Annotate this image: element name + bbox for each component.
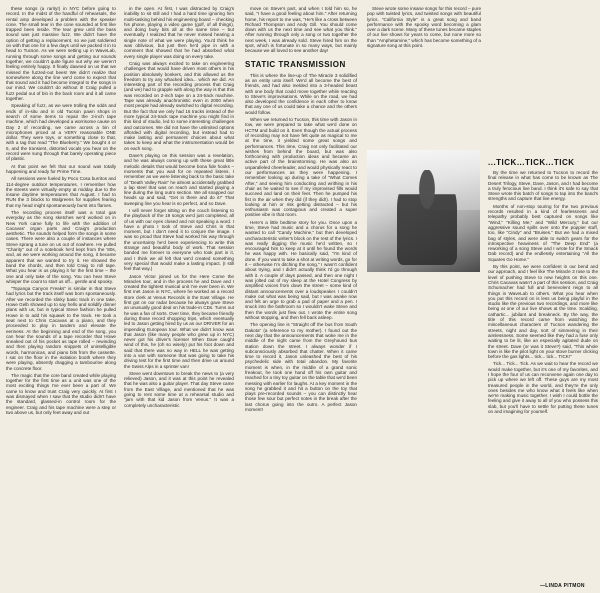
band-photo <box>367 150 480 272</box>
paragraph: Steve wrote some insane songs for this record – pure pop with twisted lyrics, and twisted songs with beautiful lyrics. "California Style" is a great song and band performance with the spooky word becoming a glam over a dark scene. Many of these tunes became staples of our live shows for years to come, but none more so than "Amphetamine," which has become something of a signature song at this point. <box>367 6 481 49</box>
section-heading-static-transmission: STATIC TRANSMISSION <box>245 59 346 69</box>
paragraph: Months of non-stop touring for the two previous records resulted in a kind of fearlessness and telepathy probably best captured on songs like "Wind," "Killing Me," and "Wild Mercury," but our aggressive sound spills over onto the poppier stuff, too, like "Cindy" and "Bruises." But we had a mixed bag of styles, and were able to switch gears for the introspective heaviness of "The Deep End" (a reworking of a song Steve and I wrote for the Smack Dab record) and the endlessly entertaining "All the Squares Go Home." <box>488 203 598 262</box>
paragraph: Craig was always excited to take on engineering challenges that would have driven most others in his position absolutely bonkers, and this allowed us the freedom to try any whacked idea... which we did. An interesting part of the recording process that Craig (and we) had to grapple with along the way is that this was recorded on 2-inch tape on a 24-track machine. Tape was already anachronistic even in 2000 when most people had already switched to digital recording. But the fact that we only had 16 tracks instead of the more typical 24-track tape machine you might find in this kind of studio, led to some interesting challenges and outcomes. We did not have the unlimited options afforded with digital recording, but instead had to make lasting and permanent choices about what takes to keep and what the instrumentation would be on each song. <box>124 60 234 151</box>
text-column-4 <box>367 6 481 152</box>
paragraph: Jason Victor joined us for the Here Come the Miracles tour, and in the process he and Dave and I created the tightest musical unit I've ever been in. We first met Jason in NYC, where he worked as a record store clerk at Venus Records in the East Village. He first got on our radar because he always gave Steve an unusually good deal on his trade-in CDs. Turns out he was a fan of sorts. Over time, they became friendly during those record shopping trips, which eventually led to Jason getting hired by us as our DRIVER for an impending European tour. What we didn't know was that Jason (like many people who grew up in NYC) never got his driver's license! When Dave caught wind of this, he (oh so wisely) put his foot down and said that there was no way in HELL he was getting into a van with someone that was going to take his driving test for the first time and then drive us around the Swiss Alps in a sprinter van! <box>124 273 234 369</box>
paragraph: By this point, we were confident in our bend and our approach, and I feel like The Miracle 3 rose to the level of pushing Steve to new heights on this one. Chris Cacavas wasn't a part of this session, and Craig Schumacher had full and benevolent reign to all things in WaveLab to others. What you hear when you put this record on is less us being playful in the studio like the previous two recordings, and more like being at one of our live shows at the time. Scalding, cathartic... jubilant and breakneck. By the way, the title of this record came from watching the miscellaneous characters of Tucson wandering the streets, night and day, sort of simmering in their aimlessness. Some seemed like they had a fuse only waiting to be lit, like an especially agitated dude on the street. Dave (or was it Steve?) said, "This whole town is like the pilot light on your stove burner clicking before the gas lights... tick... tick... TICK!" <box>488 264 598 360</box>
paragraph: Dave's playing on this session was a revelation, and he was always coming up with these great little melodic details that would become bona fide hooks – moments that you wait for on repeated listens. I remember as we were listening back to the basic take of "Death Valley Rain" he almost accidentally grabbed a lap steel that was on reach and started playing a line during the long outro section. We all snapped our heads up and said, "Get in there and do it!" That sweeping line you hear is so perfect, and so Dave. <box>124 153 234 206</box>
text-column-1 <box>6 6 116 590</box>
paragraph: All sessions were fueled by Poco Cosa burritos and 114-degree outdoor temperatures. I remember how the streets were virtually empty at midday due to the insane daytime temperatures that August. I had to RUN the 3 blocks to Walgreens for supplies fearing that my head might spontaneously burst into flames. <box>6 176 116 208</box>
paragraph: The opening line is "Straight off the bus from South Dakota" (a reference to my mother). I found out the next day that the announcements that woke me in the middle of the night came from the Greyhound bus station down the street. I always wonder if I subconsciously absorbed that chatter. When it came time to record it, Jason unleashed the best of his psychedelic side with total abandon. My favorite moment is when, in the middle of a grand sonic freakout, he took one hand off his own guitar and reached for a tiny toy guitar on the table that we'd been messing with earlier for laughs. At a key moment in the song he grabbed it and hit a button on the toy that plays pre-recorded sounds – you can distinctly hear those few sour but perfect notes in the break after the last chorus going into the outro. A perfect Jason moment! <box>245 322 357 413</box>
paragraph: Tick... Tick... Tick. As we wait to hear the record we would make together, but it's one of my favorites, and I hope the four of us can reconvene again one day to pick up where we left off. These guys are my most treasured people in the world, and they're the only ones besides me who know what it feels like when we're making music together. I wish I could bottle the feeling and give it away to all of you who possess this slab, but you'll have to settle for putting these tunes on and imagining for yourself. <box>488 361 598 415</box>
section-heading-tick: ...TICK...TICK...TICK <box>488 158 575 167</box>
paragraph: "Topanga Canyon Freaks" is similar in that Steve had lyrics but the track itself was born spontaneously. After we recorded the slinky basic track in one take, Howe Gelb showed up to say hello and solidify dinner plans with us, but in typical Steve fashion he pulled Howe in to add his squawk to the track. He took a seat next to Chris Cacavas at a piano, and they proceeded to play in tandem and elevate the eeriness. At the beginning and end of the song, you can hear the sounds of a tape recorder that Howe sneaked out of his pocket as tape rolled – rewinding and then playing random snippets of unintelligible words, harmonicas, and piano bits from the cassette. I sat on the floor in the isolation booth where they were playing, absently dragging a tambourine along the concrete floor. <box>6 286 116 371</box>
paragraph: Here's a little bedtime story for you. Once upon a time, Steve had music and a chorus for a song he wanted to call "Candy Machine," but then developed uncharacteristic writer's block on the rest of the lyrics. I was really digging the music he'd written, so I encouraged him to keep at it until he found the words he was happy with. He basically said, "I'm kind of done. If you want to take a shot at writing words, go for it – otherwise I'm ditching the song." I wasn't confident about trying, and I didn't actually think I'd go through with it. A couple of days passed, and then one night I was jolted out of my sleep at the Hotel Congress by amplified voices from down the street – some kind of distant announcements over a loudspeaker. I couldn't make out what was being said, but I was awake now and felt an urge to grab a pad of paper and a pen. I snuck into the bathroom so I wouldn't wake Steve and then the words just flew out. I wrote the entire song without stopping, and then fell back asleep. <box>245 219 357 321</box>
text-column-5 <box>488 170 598 580</box>
paragraph: By the time we returned to Tucson to record the final release in what has come to be known as The Desert Trilogy, Steve, Dave, Jason, and I had become a truly ferocious live band. I think it's safe to say that Steve wrote this batch of songs to tap into the band's strengths and capture that live energy. <box>488 170 598 202</box>
paragraph: This is where the line-up of The Miracle 3 solidified as an entity unto itself. We'd all become the best of friends, and had also melded into a 3-headed beast with one body that could move together while reacting to Steve's improvisations. While on the road, we had also developed the confidence in each other to know that any one of us could take a chance and the others would follow. <box>245 72 357 115</box>
text-column-3 <box>245 6 357 590</box>
paragraph: Speaking of fuzz, as we were trolling the odds and ends of in-situ and in old Tucson pawn shops in search of some items to repair the 2-inch tape machine, which had developed a worrisome cause on Day 2 of recording, we came across a bin of microphones priced at a VERY reasonable ONE dollar. They were toys, or something close to that, with a tag that read "The Blueberry." We bought 4 or 5, and the transient, distorted vocals you hear on the record were sung through that barely operating piece of plastic. <box>6 103 116 162</box>
text-column-2 <box>124 6 234 590</box>
paragraph: move on Steve's part, and when I told him so, he said, "I have a good feeling about him." After returning home, his report to me was, "He's like a cross between Richard Thompson and Andy Gill. You should come down with us the next time and see what you think." After running through only a song or two together the next week, I was already sold. Steve hired him on the spot, which is fortunate in so many ways, but mainly because we all loved to see another day! <box>245 6 357 54</box>
paragraph: The magic that the core band created while playing together for the first time as a unit was one of the most exciting things I've ever been a part of. We came to know and trust Craig very quickly. At first I was dismayed when I saw that the studio didn't have the standard, glassed-in control room for the engineer. Craig and his tape machine were a step or two above us, but only feet away and out <box>6 372 116 415</box>
paragraph: Steve went downtown to break the news to (a very relieved) Jason, and it was at this point he revealed that he was also a guitar player. That day Steve came from the East Village, and mentioned that he was going to rent some time at a rehearsal studio and "jam with that kid Jason from Venus." It was a completely uncharacteristic <box>124 370 234 408</box>
paragraph: in the open. At first, I was distracted by Craig's inability to sit still and I had a hard time ignoring him multi-tasking behind his engineering board – checking his phone, playing a video game (golf, of all things), and doing busy bits all at the same time – but eventually I realized that he never missed hearing a single note of what we were playing. You'd think he was oblivious, but just then he'd pipe in with a comment that showed that he had absorbed what every single player was doing on every take. <box>124 6 234 59</box>
paragraph: When we returned to Tucson, this time with Jason in tow, we were prepared to take what we'd done on HCTM and build on it. Even though the actual process of recording may not have felt quite as magical to me at the time, it yielded some great songs and performances. This time, Craig not only facilitated our wishes from behind the board, but was also forthcoming with production ideas and became an active part of the brainstorming. He was also an unparalleled cheerleader, and would physically react to our performances as they were happening. I remember looking up during a take of "What Comes After," and seeing him conducting and writhing in his chair as he waited to see if my improvised fills would succeed and land on their feet. Then he pumped his fist in the air when they did (if they did!). I had to stop looking at him or risk getting distracted – but his enthusiasm was contagious and created a super positive vibe in that room. <box>245 117 357 218</box>
photo-figure <box>397 170 457 265</box>
paragraph: At that point we felt that our sound was totally happening and ready for Prime Time. <box>6 163 116 174</box>
author-signature: —LINDA PITMON <box>540 583 585 589</box>
paragraph: I will never forget sitting on the couch listening to the playback of the 19 songs we'd just completed, all of us with our eyes closed and not speaking a word. I have a photo I took of Steve and Chris in that moment, but I don't need it to conjure the image. I was so proud that Steve had worked his way through the uncertainty he'd been experiencing to write this strange and beautiful body of work. That session banded me forever to everyone who took part in it, and I think we all felt that we'd created something very special that would make a lasting impact. (I still feel that way.) <box>124 207 234 272</box>
paragraph: The recording process itself was a total gas everyday as the song sketches we'd worked on in New York came fully to life with the addition of Cacavas' organ parts and Craig's production aesthetic. The sounds helped form the songs in some cases. There were also a couple of instances where Steve sprang a tune on us out of nowhere. He pulled "Charity" out of a notebook he'd kept from the '80s, and, as we were working around the song, it became apparent that we wanted to try it. He showed the band the chords, and then told Craig to roll tape. What you hear is us playing it for the first time – the one and only take of the song. You can hear Steve whisper the count to start us off... gentle and spooky. <box>6 209 116 284</box>
paragraph: these songs (a rarity!) in NYC before going to record. In the midst of the handful of rehearsals, the rental amp developed a problem with the speaker cone. The small tear in the cone sounded at first like trapped bees inside. The tear grew until the bass sound was just massive fuzz. We didn't have the option of getting a replacement, so we just soldiered on with that one for a few days until we packed it in to head to Tucson. As we were setting up in WaveLab, running through some songs and getting our sounds together, we couldn't quite figure out why we weren't feeling entirely happy. It finally dawned on us that we missed the fuzzed-out bees! We didn't realize that somewhere along the line we'd come to expect that that sound and it had become integral to the songs in our mind. We couldn't do without it! Craig pulled a fuzz pedal out of bin in the back room and it all came together. <box>6 6 116 102</box>
